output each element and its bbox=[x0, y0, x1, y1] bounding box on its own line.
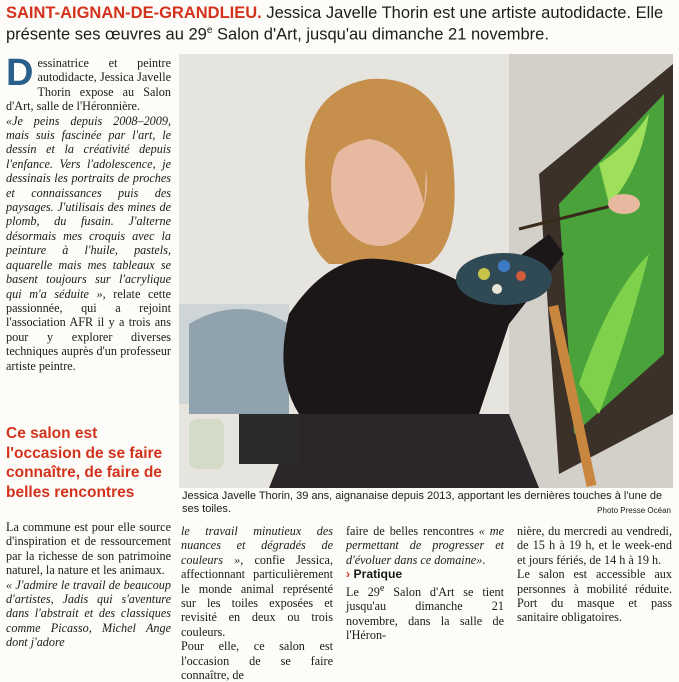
intro-after: , relate cette passionnée, qui a rejoint l'association AFR il y a trois ans pour y explorer diverses techniques auprès d'un professeur artiste peintre. bbox=[6, 286, 171, 373]
body-c2-plain: , confie Jessica, affectionnant particulièrement le monde animal représenté sur les toiles exposées et revisité en deux ou trois couleurs. bbox=[181, 552, 333, 639]
body-c4-a: nière, du mercredi au vendredi, de 15 h à 19 h, et le week-end et jours fériés, de 14 h à 19 h. bbox=[517, 524, 672, 567]
intro-column bbox=[6, 52, 171, 373]
pratique-label: Pratique bbox=[353, 567, 403, 582]
headline bbox=[6, 4, 674, 44]
photo-caption: Jessica Javelle Thorin, 39 ans, aignanaise depuis 2013, apportant les dernières touches à l'une de ses toiles. bbox=[182, 490, 663, 515]
dropcap: D bbox=[6, 52, 34, 94]
headline-kicker: SAINT-AIGNAN-DE-GRANDLIEU. bbox=[6, 4, 262, 22]
body-c2-plain2: Pour elle, ce salon est l'occasion de se faire connaître, de bbox=[181, 639, 333, 682]
headline-sup: e bbox=[206, 25, 213, 36]
pratique-text-a: Le 29 bbox=[346, 584, 380, 599]
headline-text-b: Salon d'Art, jusqu'au dimanche 21 novembre. bbox=[212, 25, 549, 44]
body-column-4 bbox=[517, 524, 672, 625]
pratique-sup: e bbox=[379, 582, 385, 594]
body-column-1 bbox=[6, 520, 171, 650]
pratique-heading bbox=[346, 567, 504, 581]
body-c1-plain: La commune est pour elle source d'inspiration et de ressourcement par la richesse de son patrimoine naturel, la nature et les animaux. bbox=[6, 520, 171, 578]
artist-photo bbox=[179, 54, 673, 488]
body-c3-plain: faire de belles rencontres bbox=[346, 524, 474, 538]
body-c3-quote: « me permettant de progresser et d'évoluer dans ce domaine» bbox=[346, 524, 504, 567]
photo-credit: Photo Presse Océan bbox=[597, 506, 671, 515]
artist-photo-illustration bbox=[179, 54, 673, 488]
body-column-3 bbox=[346, 524, 504, 642]
intro-quote: «Je peins depuis 2008–2009, mais suis fascinée par l'art, le dessin et la créativité depuis l'enfance. Vers l'adolescence, je dessinais les portraits de proches et connaissances puis des paysages. J'utilisais des mines de plomb, du fusain. J'alterne désormais mes croquis avec la peinture à l'huile, pastels, aquarelle mais mes tableaux se basent toujours sur l'acrylique qui m'a séduite » bbox=[6, 113, 171, 301]
body-c4-b: Le salon est accessible aux personnes à mobilité réduite. Port du masque et pass sanitaire obligatoires. bbox=[517, 567, 672, 625]
pratique-text-b: Salon d'Art se tient jusqu'au dimanche 21 novembre, dans la salle de l'Héron- bbox=[346, 584, 504, 642]
intro-lead: essinatrice et peintre autodidacte, Jessica Javelle Thorin expose au Salon d'Art, salle de l'Héronnière. bbox=[6, 56, 171, 114]
body-column-2 bbox=[181, 524, 333, 682]
subhead: Ce salon est l'occasion de se faire connaître, de faire de belles rencontres bbox=[6, 425, 163, 501]
headline-text-a: Jessica Javelle Thorin est une artiste autodidacte. Elle présente ses œuvres au 29 bbox=[6, 4, 664, 44]
body-c2-quote: le travail minutieux des nuances et dégradés de couleurs » bbox=[181, 524, 333, 567]
pratique-arrow-icon: › bbox=[346, 567, 351, 582]
body-c1-quote: « J'admire le travail de beaucoup d'artistes, Jadis qui s'aventure dans l'abstrait et des classiques comme Picasso, Michel Ange dont j'adore bbox=[6, 577, 171, 650]
body-c3-end: . bbox=[482, 552, 486, 567]
